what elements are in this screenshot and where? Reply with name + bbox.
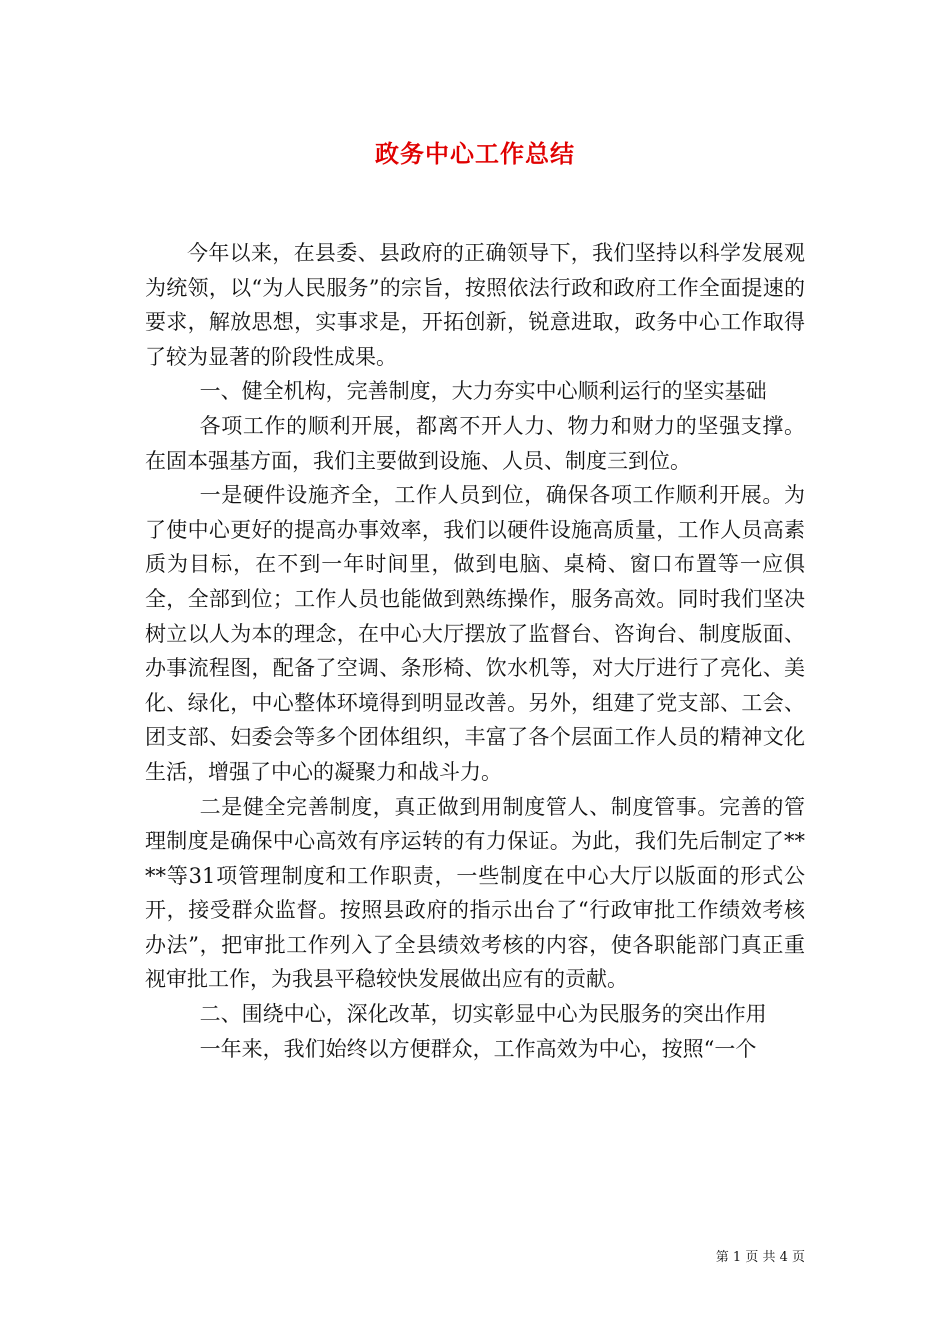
paragraph-service: 一年来，我们始终以方便群众，工作高效为中心，按照“一个 (199, 1036, 757, 1061)
paragraph-systems: 二是健全完善制度，真正做到用制度管人、制度管事。完善的管理制度是确保中心高效有序运转的有力保证。为此，我们先后制定了****等31项管理制度和工作职责，一些制度在中心大厅以版面的形式公开，接受群众监督。按照县政府的指示出台了“行政审批工作绩效考核办法”，把审批工作列入了全县绩效考核的内容，使各职能部门真正重视审批工作，为我县平稳较快发展做出应有的贡献。 (145, 794, 805, 992)
document-body (145, 236, 805, 1066)
page-number: 第 1 页 共 4 页 (715, 1250, 805, 1265)
paragraph-foundation: 各项工作的顺利开展，都离不开人力、物力和财力的坚强支撑。在固本强基方面，我们主要做到设施、人员、制度三到位。 (145, 413, 805, 473)
paragraph-intro: 今年以来，在县委、县政府的正确领导下，我们坚持以科学发展观为统领，以“为人民服务”的宗旨，按照依法行政和政府工作全面提速的要求，解放思想，实事求是，开拓创新，锐意进取，政务中心工作取得了较为显著的阶段性成果。 (145, 241, 805, 369)
document-title: 政务中心工作总结 (375, 140, 575, 168)
section-heading-1: 一、健全机构，完善制度，大力夯实中心顺利运行的坚实基础 (199, 379, 767, 404)
section-heading-2: 二、围绕中心，深化改革，切实彰显中心为民服务的突出作用 (199, 1002, 767, 1027)
paragraph-facilities: 一是硬件设施齐全，工作人员到位，确保各项工作顺利开展。为了使中心更好的提高办事效率，我们以硬件设施高质量，工作人员高素质为目标，在不到一年时间里，做到电脑、桌椅、窗口布置等一应俱全，全部到位；工作人员也能做到熟练操作，服务高效。同时我们坚决树立以人为本的理念，在中心大厅摆放了监督台、咨询台、制度版面、办事流程图，配备了空调、条形椅、饮水机等，对大厅进行了亮化、美化、绿化，中心整体环境得到明显改善。另外，组建了党支部、工会、团支部、妇委会等多个团体组织，丰富了各个层面工作人员的精神文化生活，增强了中心的凝聚力和战斗力。 (145, 483, 805, 784)
